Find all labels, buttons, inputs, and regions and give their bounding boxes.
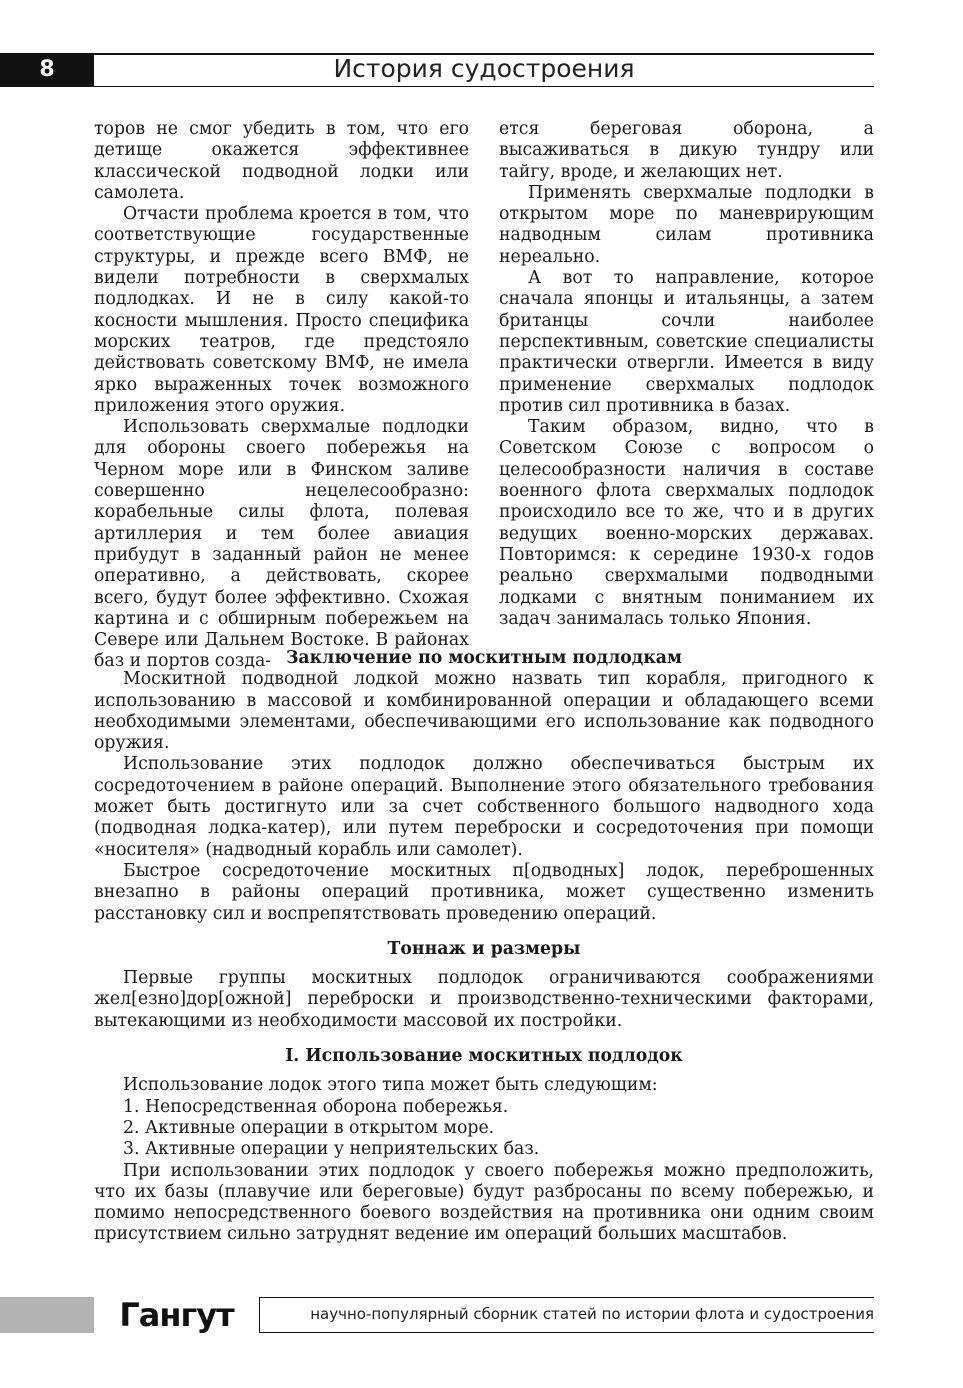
section-heading: I. Использование москитных подлодок [285, 1046, 683, 1067]
paragraph: ется береговая оборона, а высаживаться в дикую тундру или тайгу, вроде, и желающих нет. [499, 119, 874, 182]
paragraph: Отчасти проблема кроется в том, что соответствующие государственные структуры, и прежде всего ВМФ, не видели потребности в сверхмалых подлодках. И не в силу какой-то косности мышления. Просто специфика морских театров, где предстояло действовать советскому ВМФ, не имела ярко выраженных точек возможного приложения этого оружия. [94, 204, 469, 416]
left-column [94, 119, 469, 673]
paragraph: Первые группы москитных подлодок ограничиваются соображениями жел[езно]дор[ожной] переброски и производственно-техническими факторами, вытекающими из необходимости массовой их постройки. [94, 968, 874, 1031]
footer-rule-bottom [259, 1332, 874, 1333]
right-column [499, 119, 874, 630]
header-rule-bottom [94, 86, 874, 87]
spacer [94, 925, 874, 939]
paragraph: А вот то направление, которое сначала японцы и итальянцы, а затем британцы сочли наиболее перспективным, советские специалисты практически отвергли. Имеется в виду применение сверхмалых подлодок против сил противника в базах. [499, 268, 874, 416]
paragraph: Применять сверхмалые подлодки в открытом море по маневрирующим надводным силам противника нереально. [499, 182, 874, 267]
paragraph: торов не смог убедить в том, что его детище окажется эффективнее классической подводной лодки или самолета. [94, 119, 469, 203]
footer-separator [259, 1297, 260, 1333]
footer-gray-bar [0, 1297, 94, 1333]
section-heading: Тоннаж и размеры [387, 938, 581, 959]
footer-tagline: научно-популярный сборник статей по истории флота и судостроения [310, 1305, 874, 1323]
paragraph: Использовать сверхмалые подлодки для обороны своего побережья на Черном море или в Финском заливе совершенно нецелесообразно: корабельные силы флота, полевая артиллерия и тем более авиация прибудут в заданный район не менее оперативно, а действовать, скорее всего, будут более эффективно. Схожая картина и с обширным побережьем на Севере или Дальнем Востоке. В районах баз и портов созда- [94, 417, 469, 672]
paragraph: Москитной подводной лодкой можно назвать тип корабля, пригодного к использованию в массовой и комбинированной операции и обладающего всеми необходимыми элементами, обеспечивающими его использование как подводного оружия. [94, 669, 874, 754]
publication-logo: Гангут [119, 1296, 234, 1334]
list-item: 2. Активные операции в открытом море. [123, 1117, 495, 1138]
list-item: 1. Непосредственная оборона побережья. [123, 1096, 509, 1117]
footer-rule-top [259, 1297, 874, 1298]
list-item: 3. Активные операции у неприятельских баз. [123, 1139, 540, 1160]
spacer [94, 960, 874, 968]
running-header-title: История судостроения [333, 54, 635, 83]
paragraph: Использование лодок этого типа может быть следующим: [123, 1075, 658, 1096]
spacer [94, 1067, 874, 1075]
spacer [94, 1032, 874, 1046]
section-heading: Заключение по москитным подлодкам [285, 648, 683, 668]
paragraph: Быстрое сосредоточение москитных п[одводных] лодок, переброшенных внезапно в районы операций противника, может существенно изменить расстановку сил и воспрепятствовать проведению операций. [94, 860, 874, 924]
paragraph: При использовании этих подлодок у своего побережья можно предположить, что их базы (плавучие или береговые) будут разбросаны по всему побережью, и помимо непосредственного боевого воздействия на противника они одним своим присутствием сильно затруднят ведение им операций больших масштабов. [94, 1160, 874, 1245]
page-number: 8 [0, 53, 94, 87]
paragraph: Использование этих подлодок должно обеспечиваться быстрым их сосредоточением в районе операций. Выполнение этого обязательного требования может быть достигнуто или за счет собственного большого надводного хода (подводная лодка-катер), или путем переброски и сосредоточения при помощи «носителя» (надводный корабль или самолет). [94, 754, 874, 860]
paragraph: Таким образом, видно, что в Советском Союзе с вопросом о целесообразности наличия в составе военного флота сверхмалых подлодок происходило все то же, что и в других ведущих военно-морских державах. Повторимся: к середине 1930-х годов реально сверхмалыми подводными лодками с внятным пониманием их задач занималась только Япония. [499, 417, 874, 629]
full-width-section [94, 648, 874, 1246]
